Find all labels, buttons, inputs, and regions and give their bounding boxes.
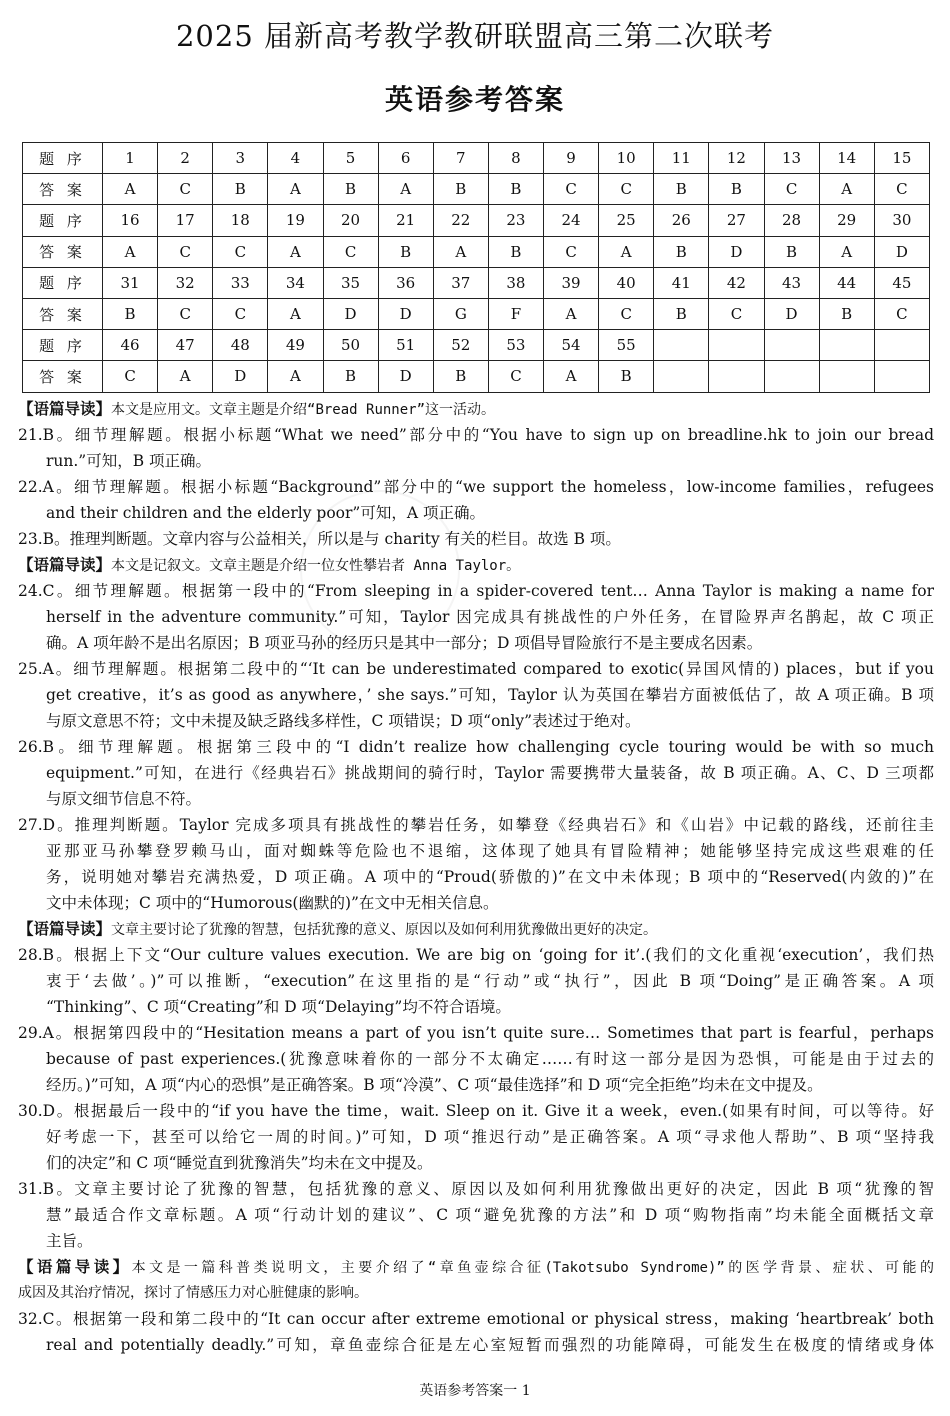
answer-cell: C [213,298,268,329]
page-footer: 英语参考答案一 1 [419,1383,531,1399]
explanation-line: 30.D。根据最后一段中的“if you have the time，wait. Sleep on it. Give it a week，even.(如果有时间，可以等待。好 [18,1102,934,1120]
answer-cell: B [819,298,874,329]
explanation-line: 主旨。 [46,1232,93,1250]
answer-cell: A [268,174,323,205]
guide-label: 【语篇导读】 [18,1257,132,1276]
answer-cell: A [599,236,654,267]
question-number-cell [709,330,764,361]
question-number-row [23,143,930,174]
question-number-cell [764,330,819,361]
row-header-cell: 题 序 [23,267,103,298]
explanation-line: run.”可知，B 项正确。 [46,452,212,470]
answer-cell: B [654,298,709,329]
answer-cell: C [213,236,268,267]
answer-cell: D [709,236,764,267]
explanation-line: 慧”最适合作文章标题。A 项“行动计划的建议”、C 项“避免犹豫的方法”和 D 项“购物指南”均未能全面概括文章 [46,1206,934,1224]
row-header-cell: 答 案 [23,174,103,205]
answer-cell: C [874,174,929,205]
question-number-cell: 23 [488,205,543,236]
answer-table [22,142,930,393]
answer-cell: C [158,174,213,205]
question-number-cell: 47 [158,330,213,361]
answer-cell: B [764,236,819,267]
question-number-cell: 26 [654,205,709,236]
answer-cell [874,361,929,392]
question-number-cell: 55 [599,330,654,361]
question-number-cell: 36 [378,267,433,298]
answer-key-subtitle: 英语参考答案 [384,83,565,116]
question-number-cell: 50 [323,330,378,361]
passage-guide: 【语篇导读】本文是记叙文。文章主题是介绍一位女性攀岩者 Anna Taylor。 [18,555,521,574]
guide-label: 【语篇导读】 [18,919,112,938]
question-number-cell: 2 [158,143,213,174]
explanation-line: 文中未体现；C 项中的“Humorous(幽默的)”在文中无相关信息。 [46,894,499,912]
question-number-cell: 33 [213,267,268,298]
question-number-cell: 19 [268,205,323,236]
explanation-line: 21.B。细节理解题。根据小标题“What we need”部分中的“You have to sign up on breadline.hk to join our bread [18,426,934,444]
explanation-line: 24.C。细节理解题。根据第一段中的“From sleeping in a spider-covered tent… Anna Taylor is making a name for [18,582,934,600]
question-number-cell: 49 [268,330,323,361]
explanation-line: 亚那亚马孙攀登罗赖马山，面对蜘蛛等危险也不退缩，这体现了她具有冒险精神；她能够坚持完成这些艰难的任 [46,842,934,860]
question-number-row [23,267,930,298]
question-number-cell: 53 [488,330,543,361]
question-number-cell: 46 [103,330,158,361]
question-number-cell: 39 [544,267,599,298]
answer-cell: B [654,236,709,267]
passage-guide: 【语篇导读】文章主要讨论了犹豫的智慧，包括犹豫的意义、原因以及如何利用犹豫做出更好的决定。 [18,919,658,938]
answer-cell: D [874,236,929,267]
explanation-line: get creative，it’s as good as anywhere，’ she says.”可知，Taylor 认为英国在攀岩方面被低估了，故 A 项正确。B 项 [46,686,934,704]
question-number-cell: 17 [158,205,213,236]
explanation-line: herself in the adventure community.”可知，Taylor 因完成具有挑战性的户外任务，在冒险界声名鹊起，故 C 项正 [46,608,934,626]
answer-explanations [18,396,934,1358]
explanation-line: 23.B。推理判断题。文章内容与公益相关，所以是与 charity 有关的栏目。故选 B 项。 [18,530,621,548]
question-number-cell: 1 [103,143,158,174]
question-number-cell: 38 [488,267,543,298]
question-number-cell: 14 [819,143,874,174]
answer-cell: B [323,361,378,392]
row-header-cell: 题 序 [23,205,103,236]
answer-cell: B [709,174,764,205]
explanation-line: 成因及其治疗情况，探讨了情感压力对心脏健康的影响。 [18,1285,368,1301]
answer-row [23,298,930,329]
question-number-cell: 45 [874,267,929,298]
answer-cell: C [599,174,654,205]
question-number-cell: 22 [433,205,488,236]
explanation-line: real and potentially deadly.”可知，章鱼壶综合征是左心室短暂而强烈的功能障碍，可能发生在极度的情绪或身体 [46,1336,934,1354]
question-number-cell: 30 [874,205,929,236]
question-number-cell: 48 [213,330,268,361]
answer-cell: F [488,298,543,329]
answer-cell: D [378,361,433,392]
answer-cell: B [654,174,709,205]
answer-cell: B [488,236,543,267]
row-header-cell: 答 案 [23,236,103,267]
explanation-line: 28.B。根据上下文“Our culture values execution. We are big on ‘going for it’.(我们的文化重视‘execution’，我们热 [18,946,934,964]
explanation-line: 与原文意思不符；文中未提及缺乏路线多样性，C 项错误；D 项“only”表述过于绝对。 [46,712,641,730]
answer-cell: C [709,298,764,329]
explanation-line: 确。A 项年龄不是出名原因；B 项亚马孙的经历只是其中一部分；D 项倡导冒险旅行不是主要成名因素。 [46,634,763,652]
answer-row [23,236,930,267]
answer-cell: C [544,236,599,267]
answer-cell: A [158,361,213,392]
question-number-cell: 42 [709,267,764,298]
explanation-line: “Thinking”、C 项“Creating”和 D 项“Delaying”均不符合语境。 [46,998,511,1016]
explanation-line: because of past experiences.(犹豫意味着你的一部分不太确定……有时这一部分是因为恐惧，可能是由于过去的 [46,1050,934,1068]
answer-cell: B [103,298,158,329]
passage-guide: 【语篇导读】本文是一篇科普类说明文，主要介绍了“章鱼壶综合征(Takotsubo Syndrome)”的医学背景、症状、可能的 [18,1257,934,1276]
answer-cell: D [213,361,268,392]
explanation-line: 32.C。根据第一段和第二段中的“It can occur after extreme emotional or physical stress，making ‘heartbreak’ both [18,1310,934,1328]
explanation-line: 好考虑一下，甚至可以给它一周的时间。)”可知，D 项“推迟行动”是正确答案。A 项“寻求他人帮助”、B 项“坚持我 [46,1128,934,1146]
question-number-cell: 24 [544,205,599,236]
answer-cell: B [378,236,433,267]
question-number-cell: 12 [709,143,764,174]
question-number-cell: 44 [819,267,874,298]
answer-cell: C [158,236,213,267]
answer-cell: B [323,174,378,205]
question-number-row [23,330,930,361]
exam-title: 2025 届新高考教学教研联盟高三第二次联考 [175,19,775,53]
question-number-cell: 29 [819,205,874,236]
question-number-cell: 25 [599,205,654,236]
answer-cell: C [544,174,599,205]
explanation-line: 22.A。细节理解题。根据小标题“Background”部分中的“we support the homeless，low-income families，refugees [18,478,934,496]
explanation-line: 衷于‘去做’。)”可以推断，“execution”在这里指的是“行动”或“执行”，因此 B 项“Doing”是正确答案。A 项 [46,972,934,990]
question-number-cell: 34 [268,267,323,298]
question-number-cell: 21 [378,205,433,236]
explanation-line: 务，说明她对攀岩充满热爱，D 项正确。A 项中的“Proud(骄傲的)”在文中未体现；B 项中的“Reserved(内敛的)”在 [46,868,934,886]
question-number-cell: 52 [433,330,488,361]
question-number-cell: 10 [599,143,654,174]
question-number-cell: 3 [213,143,268,174]
question-number-cell: 11 [654,143,709,174]
answer-cell: A [819,174,874,205]
answer-cell: A [268,361,323,392]
answer-cell: A [268,298,323,329]
question-number-row [23,205,930,236]
answer-cell: B [433,361,488,392]
question-number-cell: 16 [103,205,158,236]
explanation-line: 25.A。细节理解题。根据第二段中的“‘It can be underestimated compared to exotic(异国风情的) places，but if you [18,660,934,678]
answer-cell: C [599,298,654,329]
answer-cell: B [433,174,488,205]
answer-cell: G [433,298,488,329]
explanation-line: 经历。)”可知，A 项“内心的恐惧”是正确答案。B 项“冷漠”、C 项“最佳选择”和 D 项“完全拒绝”均未在文中提及。 [46,1076,823,1094]
answer-cell: C [158,298,213,329]
answer-cell [654,361,709,392]
explanation-line: 27.D。推理判断题。Taylor 完成多项具有挑战性的攀岩任务，如攀登《经典岩石》和《山岩》中记载的路线，还前往圭 [18,816,934,834]
answer-cell: A [544,361,599,392]
answer-cell [764,361,819,392]
explanation-line: 们的决定”和 C 项“睡觉直到犹豫消失”均未在文中提及。 [46,1154,433,1172]
question-number-cell: 35 [323,267,378,298]
explanation-line: equipment.”可知，在进行《经典岩石》挑战期间的骑行时，Taylor 需要携带大量装备，故 B 项正确。A、C、D 三项都 [46,764,934,782]
question-number-cell: 37 [433,267,488,298]
question-number-cell: 54 [544,330,599,361]
answer-cell: D [764,298,819,329]
answer-cell: A [103,236,158,267]
question-number-cell: 4 [268,143,323,174]
answer-cell [819,361,874,392]
answer-cell: A [103,174,158,205]
answer-cell: A [433,236,488,267]
question-number-cell: 15 [874,143,929,174]
answer-cell: C [103,361,158,392]
answer-cell: A [268,236,323,267]
answer-cell: B [213,174,268,205]
explanation-line: 与原文细节信息不符。 [46,790,202,808]
answer-cell: C [323,236,378,267]
explanation-line: 29.A。根据第四段中的“Hesitation means a part of you isn’t quite sure… Sometimes that part is fearful，perhaps [18,1024,934,1042]
answer-cell: B [488,174,543,205]
question-number-cell: 51 [378,330,433,361]
explanation-line: 31.B。文章主要讨论了犹豫的智慧，包括犹豫的意义、原因以及如何利用犹豫做出更好的决定，因此 B 项“犹豫的智 [18,1180,934,1198]
answer-cell: D [323,298,378,329]
answer-cell: A [819,236,874,267]
question-number-cell: 43 [764,267,819,298]
answer-cell: C [764,174,819,205]
answer-cell: B [599,361,654,392]
question-number-cell: 8 [488,143,543,174]
row-header-cell: 题 序 [23,330,103,361]
question-number-cell: 31 [103,267,158,298]
question-number-cell: 6 [378,143,433,174]
question-number-cell: 41 [654,267,709,298]
answer-cell [709,361,764,392]
answer-cell: A [378,174,433,205]
guide-label: 【语篇导读】 [18,555,112,574]
question-number-cell [819,330,874,361]
answer-cell: D [378,298,433,329]
row-header-cell: 答 案 [23,361,103,392]
question-number-cell: 7 [433,143,488,174]
question-number-cell: 9 [544,143,599,174]
answer-row [23,361,930,392]
question-number-cell: 28 [764,205,819,236]
question-number-cell: 5 [323,143,378,174]
question-number-cell: 40 [599,267,654,298]
row-header-cell: 题 序 [23,143,103,174]
answer-cell: C [874,298,929,329]
question-number-cell [654,330,709,361]
passage-guide: 【语篇导读】本文是应用文。文章主题是介绍“Bread Runner”这一活动。 [18,399,496,418]
guide-label: 【语篇导读】 [18,399,112,418]
question-number-cell: 18 [213,205,268,236]
question-number-cell: 20 [323,205,378,236]
answer-row [23,174,930,205]
question-number-cell: 27 [709,205,764,236]
answer-cell: A [544,298,599,329]
question-number-cell [874,330,929,361]
explanation-line: 26.B。细节理解题。根据第三段中的“I didn’t realize how challenging cycle touring would be with so much [18,738,934,756]
explanation-line: and their children and the elderly poor”可知，A 项正确。 [46,504,485,522]
question-number-cell: 32 [158,267,213,298]
row-header-cell: 答 案 [23,298,103,329]
question-number-cell: 13 [764,143,819,174]
answer-cell: C [488,361,543,392]
